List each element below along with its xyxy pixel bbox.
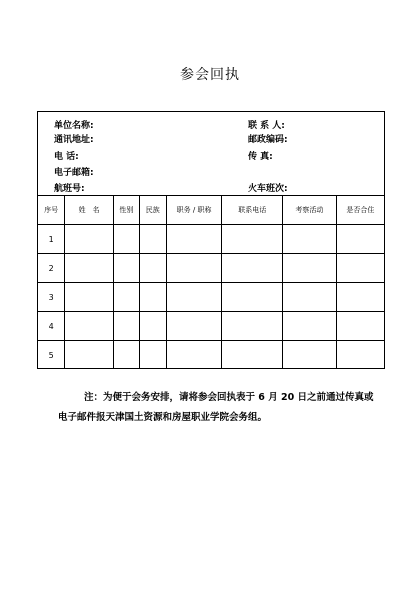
cell-name[interactable] [65,341,114,370]
phone-field[interactable]: 电 话: [54,152,79,162]
table-row [38,254,384,283]
cell-phone[interactable] [222,225,283,254]
cell-room-share[interactable] [336,254,384,283]
cell-phone[interactable] [222,341,283,370]
cell-name[interactable] [65,225,114,254]
cell-gender[interactable] [113,312,139,341]
cell-name[interactable] [65,312,114,341]
cell-ethnicity[interactable] [139,225,166,254]
cell-gender[interactable] [113,254,139,283]
note-paragraph [58,388,378,428]
row-number: 2 [38,254,65,283]
row-number: 1 [38,225,65,254]
info-row-5 [38,181,384,195]
table-row [38,312,384,341]
cell-position[interactable] [166,283,222,312]
contact-person-field[interactable]: 联 系 人: [248,121,285,131]
cell-position[interactable] [166,312,222,341]
table-row [38,283,384,312]
header-seq: 序号 [38,195,65,225]
email-field[interactable]: 电子邮箱: [54,168,94,178]
header-phone: 联系电话 [222,195,283,225]
cell-ethnicity[interactable] [139,341,166,370]
table-row [38,225,384,254]
cell-position[interactable] [166,341,222,370]
cell-activity[interactable] [283,312,337,341]
info-row-2 [38,132,384,146]
cell-position[interactable] [166,225,222,254]
cell-activity[interactable] [283,341,337,370]
info-row-4 [38,165,384,179]
unit-name-field[interactable]: 单位名称: [54,121,94,131]
cell-activity[interactable] [283,254,337,283]
registration-form [37,111,385,369]
header-room-share: 是否合住 [336,195,384,225]
postcode-field[interactable]: 邮政编码: [248,135,288,145]
cell-name[interactable] [65,254,114,283]
cell-room-share[interactable] [336,283,384,312]
table-row [38,341,384,370]
flight-field[interactable]: 航班号: [54,184,85,194]
cell-name[interactable] [65,283,114,312]
cell-room-share[interactable] [336,341,384,370]
page-title: 参会回执 [180,67,240,83]
row-number: 5 [38,341,65,370]
cell-activity[interactable] [283,225,337,254]
fax-field[interactable]: 传 真: [248,152,273,162]
row-number: 4 [38,312,65,341]
cell-phone[interactable] [222,254,283,283]
table-header-row [38,195,384,225]
info-row-1 [38,118,384,132]
header-gender: 性别 [113,195,139,225]
cell-activity[interactable] [283,283,337,312]
cell-ethnicity[interactable] [139,312,166,341]
cell-ethnicity[interactable] [139,283,166,312]
participant-table [38,195,384,369]
cell-gender[interactable] [113,225,139,254]
note-text: 注：为便于会务安排，请将参会回执表于 6 月 20 日之前通过传真或电子邮件报天津国土资源和房屋职业学院会务组。 [58,392,374,423]
address-field[interactable]: 通讯地址: [54,135,94,145]
header-activity: 考察活动 [283,195,337,225]
cell-phone[interactable] [222,312,283,341]
cell-ethnicity[interactable] [139,254,166,283]
row-number: 3 [38,283,65,312]
cell-phone[interactable] [222,283,283,312]
cell-room-share[interactable] [336,312,384,341]
train-field[interactable]: 火车班次: [248,184,288,194]
header-ethnicity: 民族 [139,195,166,225]
cell-gender[interactable] [113,283,139,312]
header-position: 职务 / 职称 [166,195,222,225]
cell-room-share[interactable] [336,225,384,254]
info-section [38,112,384,196]
header-name: 姓 名 [65,195,114,225]
info-row-3 [38,149,384,163]
cell-gender[interactable] [113,341,139,370]
cell-position[interactable] [166,254,222,283]
